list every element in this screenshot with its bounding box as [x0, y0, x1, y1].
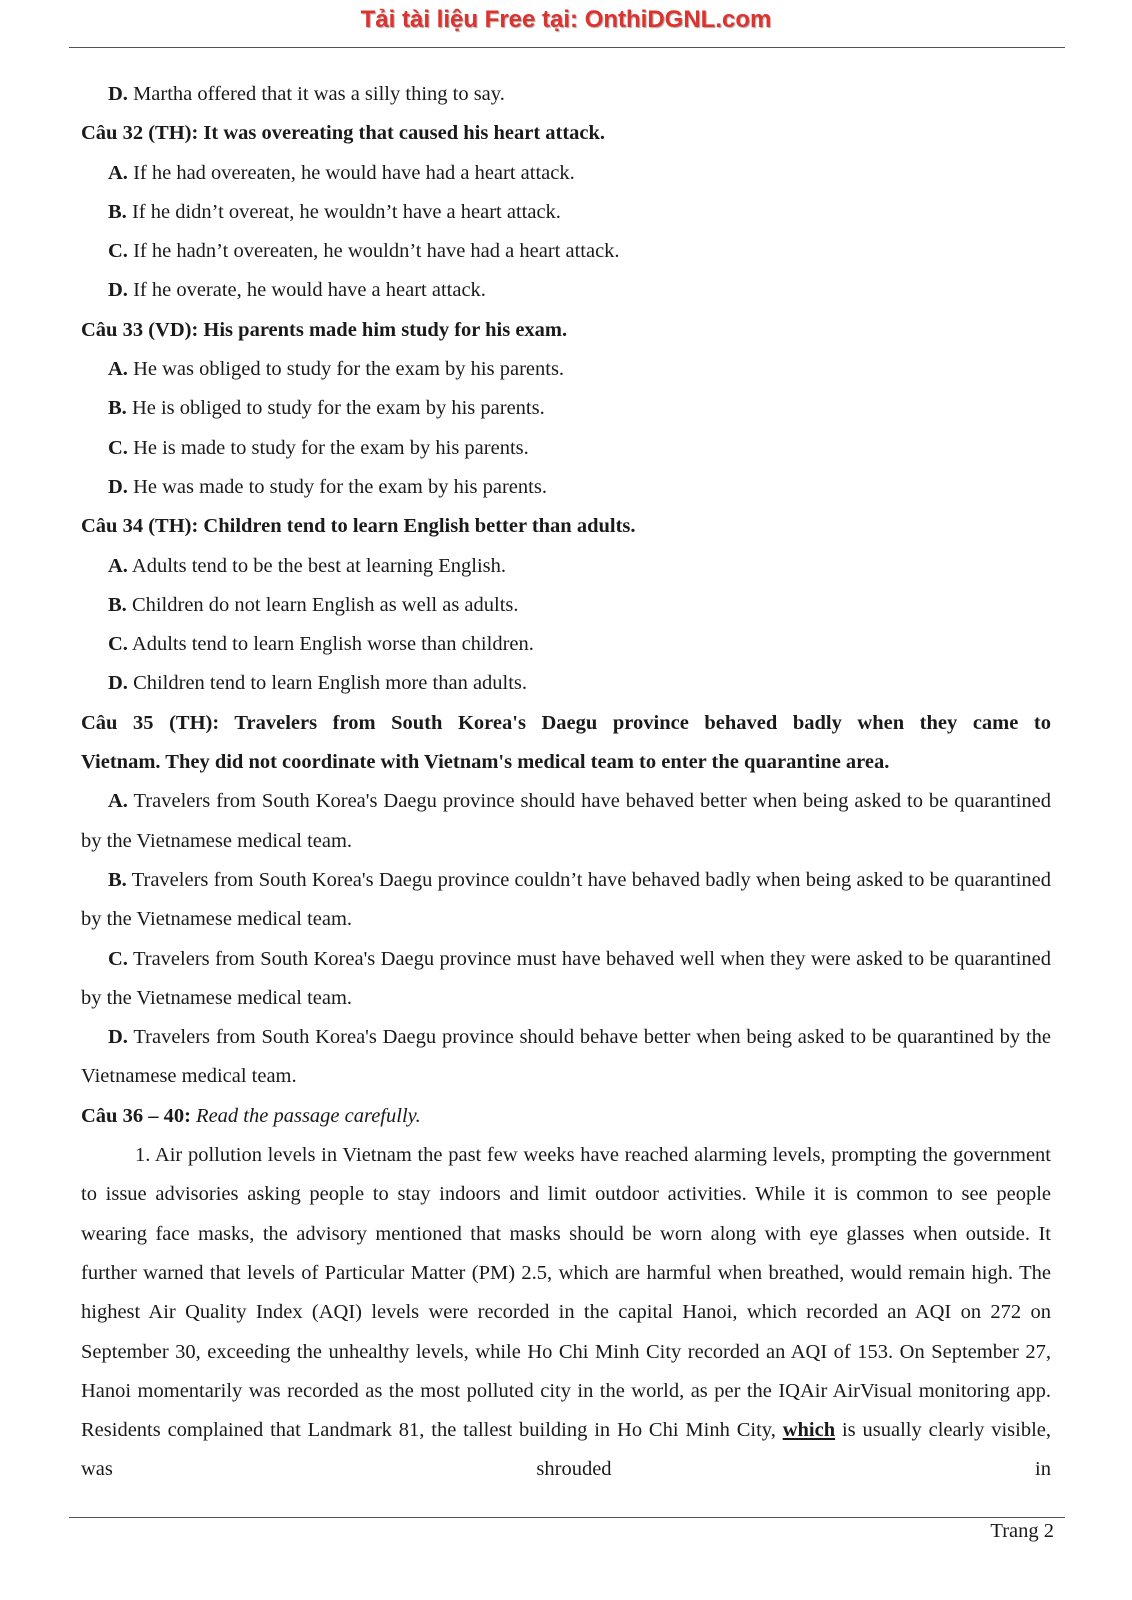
- page-header: [0, 0, 1132, 46]
- q32-option-a: [81, 154, 1051, 193]
- q32-option-c: [81, 232, 1051, 271]
- option-label: C.: [108, 240, 128, 263]
- q33-option-a: [81, 350, 1051, 389]
- option-text: If he had overeaten, he would have had a heart attack.: [127, 161, 575, 184]
- header-divider: [69, 47, 1065, 48]
- q33-stem: Câu 33 (VD): His parents made him study for his exam.: [81, 318, 568, 341]
- header-title: Tải tài liệu Free tại: OnthiDGNL.com: [360, 6, 772, 33]
- option-text: Travelers from South Korea's Daegu province should behave better when being asked to be quarantined by the Vietnamese medical team.: [81, 1026, 1051, 1088]
- q32-stem: Câu 32 (TH): It was overeating that caused his heart attack.: [81, 122, 606, 145]
- option-label: D.: [108, 1026, 128, 1049]
- option-text: Travelers from South Korea's Daegu province couldn’t have behaved badly when being asked to be quarantined by the Vietnamese medical team.: [81, 868, 1051, 931]
- q32-option-d: [81, 271, 1051, 310]
- option-text: Travelers from South Korea's Daegu province should have behaved better when being asked to be quarantined by the Vietnamese medical team.: [81, 790, 1051, 852]
- q34-stem: Câu 34 (TH): Children tend to learn English better than adults.: [81, 515, 636, 538]
- option-label: D.: [108, 672, 128, 695]
- q35-option-a: [81, 782, 1051, 861]
- option-text: Children do not learn English as well as adults.: [126, 593, 519, 616]
- option-label: A.: [108, 358, 128, 381]
- q34-option-b: [81, 586, 1051, 625]
- option-text: Adults tend to learn English worse than children.: [127, 633, 534, 656]
- option-label: C.: [108, 436, 128, 459]
- option-label: C.: [108, 947, 128, 970]
- option-label: B.: [108, 593, 127, 616]
- option-text: He was obliged to study for the exam by his parents.: [127, 358, 565, 381]
- q31-option-d: [81, 75, 1051, 114]
- passage-paragraph-1: [81, 1136, 1051, 1490]
- footer-divider: [69, 1517, 1065, 1518]
- option-label: B.: [108, 868, 127, 891]
- option-text: Travelers from South Korea's Daegu province must have behaved well when they were asked to be quarantined by the Vietnamese medical team.: [81, 947, 1051, 1009]
- option-text: Adults tend to be the best at learning English.: [127, 554, 506, 577]
- option-text: He is made to study for the exam by his parents.: [127, 436, 529, 459]
- passage-heading-text: Read the passage carefully.: [196, 1104, 421, 1127]
- q34-option-a: [81, 547, 1051, 586]
- option-text: He is obliged to study for the exam by his parents.: [126, 397, 545, 420]
- q32-option-b: [81, 193, 1051, 232]
- option-label: D.: [108, 475, 128, 498]
- q33-option-b: [81, 389, 1051, 428]
- passage-heading: [81, 1097, 1051, 1136]
- option-label: B.: [108, 200, 127, 223]
- paragraph-text: 1. Air pollution levels in Vietnam the past few weeks have reached alarming levels, prompting the government to issue advisories asking people to stay indoors and limit outdoor activities. While it is common to see people wearing face masks, the advisory mentioned that masks should be worn along with eye glasses when outside. It further warned that levels of Particular Matter (PM) 2.5, which are harmful when breathed, would remain high. The highest Air Quality Index (AQI) levels were recorded in the capital Hanoi, which recorded an AQI on 272 on September 30, exceeding the unhealthy levels, while Ho Chi Minh City recorded an AQI of 153. On September 27, Hanoi momentarily was recorded as the most polluted city in the world, as per the IQAir AirVisual monitoring app. Residents complained that Landmark 81, the tallest building in Ho Chi Minh City,: [81, 1144, 1051, 1442]
- option-label: B.: [108, 397, 127, 420]
- option-label: A.: [108, 161, 128, 184]
- passage-heading-label: Câu 36 – 40:: [81, 1104, 191, 1127]
- option-text: He was made to study for the exam by his parents.: [127, 475, 547, 498]
- option-label: D.: [108, 279, 128, 302]
- q33-option-c: [81, 429, 1051, 468]
- option-text: Children tend to learn English more than adults.: [127, 672, 528, 695]
- option-label: A.: [108, 790, 128, 813]
- paragraph-text-tail: is usually clearly visible, was shrouded in: [81, 1419, 1052, 1481]
- option-label: A.: [108, 554, 128, 577]
- q35-option-b: [81, 861, 1051, 940]
- option-text: Martha offered that it was a silly thing to say.: [127, 83, 505, 105]
- page-number: Trang 2: [990, 1520, 1054, 1542]
- option-label: C.: [108, 633, 128, 656]
- underlined-word: which: [782, 1419, 836, 1442]
- q35-option-d: [81, 1018, 1051, 1097]
- q35-stem-line-1: Câu 35 (TH): Travelers from South Korea's Daegu province behaved badly when they came to: [81, 711, 1051, 734]
- q35-option-c: [81, 940, 1051, 1019]
- q34-option-c: [81, 625, 1051, 664]
- option-text: If he didn’t overeat, he wouldn’t have a heart attack.: [126, 200, 561, 223]
- option-label: D.: [108, 83, 128, 105]
- q34-option-d: [81, 664, 1051, 703]
- document-body: [81, 75, 1051, 1490]
- option-text: If he hadn’t overeaten, he wouldn’t have had a heart attack.: [127, 240, 620, 263]
- q35-stem-line-2: Vietnam. They did not coordinate with Vietnam's medical team to enter the quarantine area.: [81, 751, 890, 774]
- option-text: If he overate, he would have a heart attack.: [127, 279, 486, 302]
- q33-option-d: [81, 468, 1051, 507]
